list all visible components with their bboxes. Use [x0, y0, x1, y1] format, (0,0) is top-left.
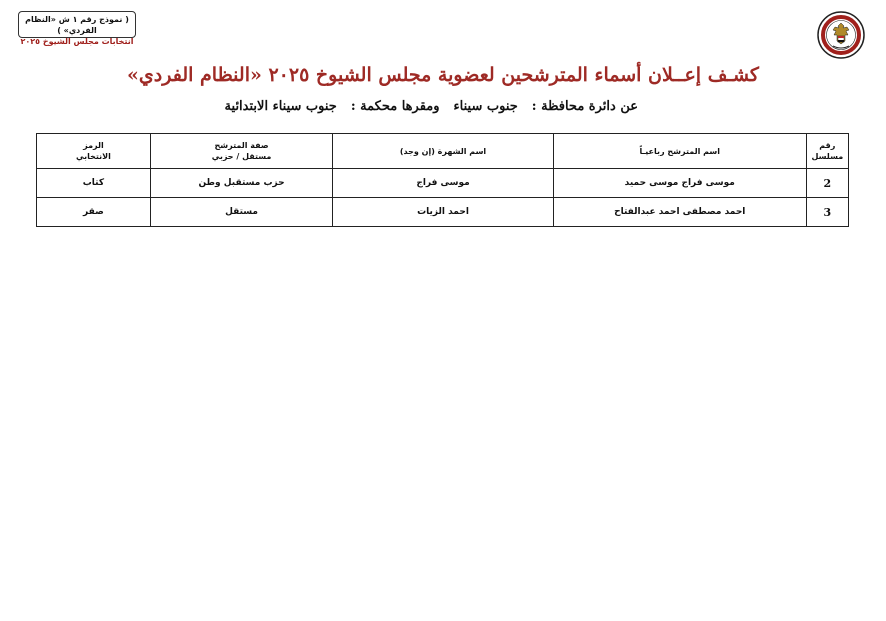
header-nickname: اسم الشهرة (إن وجد): [333, 134, 554, 169]
cell-status: مستقل: [150, 198, 332, 227]
cell-name: موسى فراج موسى حميد: [553, 169, 806, 198]
cell-status: حزب مستقبل وطن: [150, 169, 332, 198]
header-status: [150, 134, 332, 169]
header-symbol: [37, 134, 151, 169]
header-serial-line1: رقم: [819, 141, 836, 150]
table-row: [37, 198, 849, 227]
form-number-box: [18, 11, 136, 46]
court-label: ومقرها محكمة :: [350, 99, 440, 114]
district-info: [211, 99, 638, 114]
header-name: اسم المترشح رباعيـاً: [553, 134, 806, 169]
header-serial-line2: مسلسل: [811, 152, 844, 161]
cell-nickname: احمد الزيات: [333, 198, 554, 227]
election-label: انتخابات مجلس الشيوخ ٢٠٢٥: [20, 37, 134, 46]
cell-name: احمد مصطفى احمد عبدالفتاح: [553, 198, 806, 227]
court-value: جنوب سيناء الابتدائية: [224, 99, 337, 114]
header-symbol-line1: الرمز: [83, 141, 104, 150]
header-status-line2: مستقل / حزبي: [211, 152, 272, 161]
cell-symbol: صقر: [37, 198, 151, 227]
form-number-label: ( نموذج رقم ١ ش «النظام الفردي» ): [25, 15, 129, 35]
candidates-table: [36, 133, 849, 227]
table-header-row: [37, 134, 849, 169]
election-authority-emblem-icon: [812, 10, 870, 60]
header-serial: [806, 134, 848, 169]
governorate-value: جنوب سيناء: [453, 99, 518, 114]
cell-symbol: كتاب: [37, 169, 151, 198]
cell-serial: 2: [806, 169, 848, 198]
cell-serial: 3: [806, 198, 848, 227]
page-title: كشـف إعــلان أسماء المترشحين لعضوية مجلس الشيوخ ٢٠٢٥ «النظام الفردي»: [127, 64, 759, 86]
header-status-line1: صفة المترشح: [214, 141, 269, 150]
table-row: [37, 169, 849, 198]
governorate-label: عن دائرة محافظة :: [531, 99, 638, 114]
header-symbol-line2: الانتخابي: [76, 152, 111, 161]
cell-nickname: موسى فراج: [333, 169, 554, 198]
